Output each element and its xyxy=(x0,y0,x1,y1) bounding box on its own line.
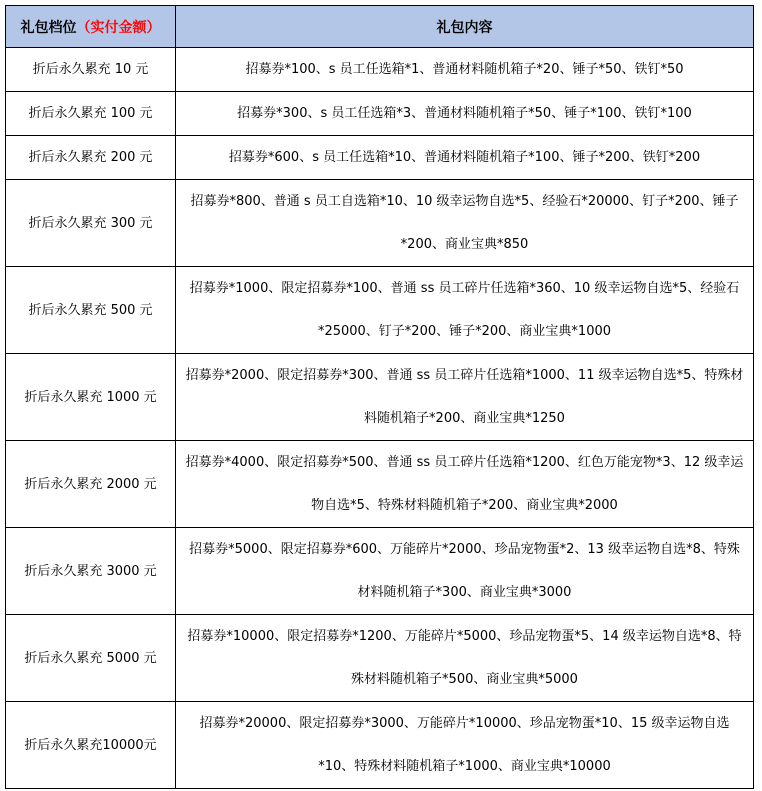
tier-cell: 折后永久累充 1000 元 xyxy=(6,354,176,441)
content-cell: 招募券*10000、限定招募券*1200、万能碎片*5000、珍品宠物蛋*5、14 级幸运物自选*8、特殊材料随机箱子*500、商业宝典*5000 xyxy=(176,615,754,702)
gift-package-table xyxy=(5,5,754,789)
content-cell: 招募券*300、s 员工任选箱*3、普通材料随机箱子*50、锤子*100、铁钉*100 xyxy=(176,92,754,136)
content-cell: 招募券*1000、限定招募券*100、普通 ss 员工碎片任选箱*360、10 级幸运物自选*5、经验石*25000、钉子*200、锤子*200、商业宝典*1000 xyxy=(176,267,754,354)
content-cell: 招募券*2000、限定招募券*300、普通 ss 员工碎片任选箱*1000、11 级幸运物自选*5、特殊材料随机箱子*200、商业宝典*1250 xyxy=(176,354,754,441)
table-row xyxy=(6,267,754,354)
table-row xyxy=(6,136,754,180)
tier-cell: 折后永久累充 200 元 xyxy=(6,136,176,180)
table-row xyxy=(6,354,754,441)
tier-cell: 折后永久累充 10 元 xyxy=(6,48,176,92)
table-header-row xyxy=(6,6,754,48)
table-row xyxy=(6,528,754,615)
header-tier-note: （实付金额） xyxy=(76,19,161,36)
content-cell: 招募券*4000、限定招募券*500、普通 ss 员工碎片任选箱*1200、红色万能宠物*3、12 级幸运物自选*5、特殊材料随机箱子*200、商业宝典*2000 xyxy=(176,441,754,528)
table-row xyxy=(6,702,754,789)
content-cell: 招募券*20000、限定招募券*3000、万能碎片*10000、珍品宠物蛋*10、15 级幸运物自选*10、特殊材料随机箱子*1000、商业宝典*10000 xyxy=(176,702,754,789)
header-content: 礼包内容 xyxy=(176,6,754,48)
tier-cell: 折后永久累充 5000 元 xyxy=(6,615,176,702)
content-cell: 招募券*100、s 员工任选箱*1、普通材料随机箱子*20、锤子*50、铁钉*50 xyxy=(176,48,754,92)
table-row xyxy=(6,180,754,267)
tier-cell: 折后永久累充 500 元 xyxy=(6,267,176,354)
content-cell: 招募券*800、普通 s 员工自选箱*10、10 级幸运物自选*5、经验石*20000、钉子*200、锤子*200、商业宝典*850 xyxy=(176,180,754,267)
table-row xyxy=(6,48,754,92)
tier-cell: 折后永久累充 2000 元 xyxy=(6,441,176,528)
table-row xyxy=(6,615,754,702)
tier-cell: 折后永久累充 3000 元 xyxy=(6,528,176,615)
tier-cell: 折后永久累充10000元 xyxy=(6,702,176,789)
table-row xyxy=(6,92,754,136)
table-row xyxy=(6,441,754,528)
header-tier-label: 礼包档位 xyxy=(20,19,77,36)
content-cell: 招募券*5000、限定招募券*600、万能碎片*2000、珍品宠物蛋*2、13 级幸运物自选*8、特殊材料随机箱子*300、商业宝典*3000 xyxy=(176,528,754,615)
header-tier xyxy=(6,6,176,48)
tier-cell: 折后永久累充 100 元 xyxy=(6,92,176,136)
content-cell: 招募券*600、s 员工任选箱*10、普通材料随机箱子*100、锤子*200、铁钉*200 xyxy=(176,136,754,180)
tier-cell: 折后永久累充 300 元 xyxy=(6,180,176,267)
